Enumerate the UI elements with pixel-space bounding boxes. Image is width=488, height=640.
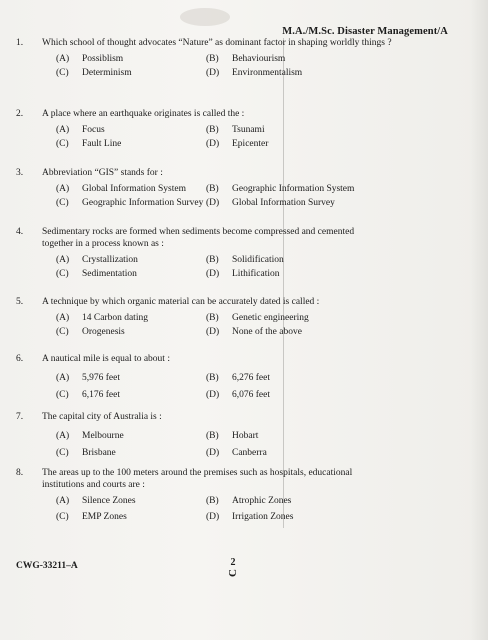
option-d: (D) Environmentalism [206,68,303,78]
question-text: A nautical mile is equal to about : [42,354,170,364]
question-7 [16,411,448,460]
option-c: (C) EMP Zones [56,512,127,522]
option-c: (C) Determinism [56,68,132,78]
option-d: (D) None of the above [206,327,302,337]
page-number-digit: 2 [230,557,236,568]
options [56,253,448,281]
question-text: Which school of thought advocates “Nature” as dominant factor in shaping worldly things ? [42,38,392,48]
question-number: 1. [16,38,24,48]
options [56,311,448,339]
option-a: (A) Possiblism [56,54,124,64]
option-b: (B) Hobart [206,431,259,441]
options [56,52,448,80]
faded-stamp [180,8,230,26]
question-text: Abbreviation “GIS” stands for : [42,168,163,178]
option-a: (A) Melbourne [56,431,124,441]
option-c: (C) Orogenesis [56,327,125,337]
option-b: (B) Genetic engineering [206,313,309,323]
option-b: (B) Geographic Information System [206,184,355,194]
option-c: (C) 6,176 feet [56,390,120,400]
option-a: (A) Focus [56,125,105,135]
option-c: (C) Brisbane [56,448,116,458]
option-a: (A) 5,976 feet [56,373,120,383]
option-b: (B) Tsunami [206,125,265,135]
option-d: (D) Irrigation Zones [206,512,294,522]
options [56,182,448,210]
option-c: (C) Geographic Information Survey [56,198,204,208]
option-b: (B) Behaviourism [206,54,286,64]
question-text: Sedimentary rocks are formed when sediments become compressed and cemented together in a process known as : [42,227,355,249]
option-a: (A) Crystallization [56,255,138,265]
option-c: (C) Sedimentation [56,269,137,279]
question-number: 7. [16,412,24,422]
question-number: 5. [16,297,24,307]
option-d: (D) Canberra [206,448,267,458]
page-header: M.A./M.Sc. Disaster Management/A [282,26,448,37]
option-d: (D) 6,076 feet [206,390,270,400]
question-3 [16,167,448,210]
options [56,494,448,524]
option-c: (C) Fault Line [56,139,122,149]
page-mark: C [227,569,239,577]
question-number: 8. [16,468,24,478]
question-2 [16,108,448,151]
question-4 [16,226,448,281]
option-b: (B) Solidification [206,255,284,265]
option-b: (B) Atrophic Zones [206,496,292,506]
option-a: (A) Global Information System [56,184,186,194]
option-b: (B) 6,276 feet [206,373,270,383]
options [56,429,448,460]
page-edge-shadow [470,0,488,640]
paper-code: CWG-33211–A [16,561,78,571]
option-d: (D) Epicenter [206,139,269,149]
question-number: 2. [16,109,24,119]
question-number: 6. [16,354,24,364]
question-number: 3. [16,168,24,178]
question-1 [16,37,448,80]
option-a: (A) 14 Carbon dating [56,313,148,323]
question-8 [16,467,448,524]
question-text: A place where an earthquake originates is called the : [42,109,245,119]
question-5 [16,296,448,339]
question-6 [16,353,448,402]
question-text: A technique by which organic material can be accurately dated is called : [42,297,320,307]
options [56,371,448,402]
question-number: 4. [16,227,24,237]
options [56,123,448,151]
question-text: The capital city of Australia is : [42,412,162,422]
option-d: (D) Lithification [206,269,280,279]
question-text: The areas up to the 100 meters around the premises such as hospitals, educational institutions and courts are : [42,468,353,490]
option-d: (D) Global Information Survey [206,198,335,208]
option-a: (A) Silence Zones [56,496,136,506]
page-number [226,558,240,578]
